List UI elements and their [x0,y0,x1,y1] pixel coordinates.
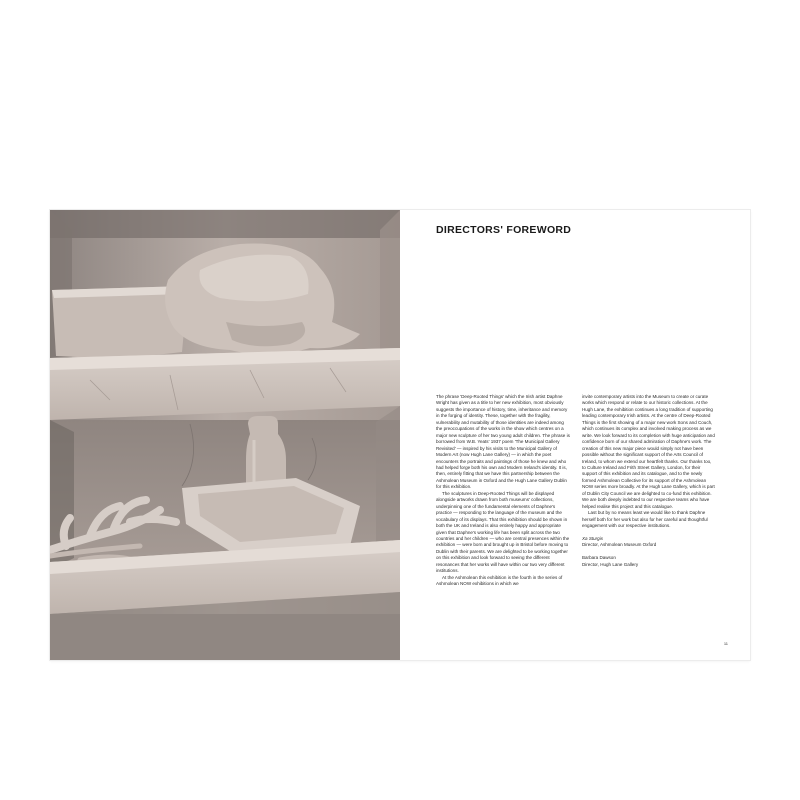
book-spread [50,210,750,660]
photo-illustration [50,210,400,660]
paragraph: Last but by no means least we would like to thank Daphne herself both for her work but also for her careful and thoughtful engagement with our respective institutions. [582,510,708,529]
text-page [400,210,750,660]
paragraph: The sculptures in Deep-Rooted Things will be displayed alongside artworks drawn from both museums' collections, underpinning one of the fundamental elements of Daphne's practice — responding to the language of the museum and the vocabulary of its displays. That this exhibition should be shown in both the UK and Ireland is also entirely happy and appropriate given that Daphne's working life has been split across the two countries and her children — who are central presences within the exhibition — were born and brought up in Bristol before moving to Dublin with their parents. We are delighted to be working together on this exhibition and look forward to seeing the different resonances that her works will have within our two very different institutions. [436,490,570,574]
signature-name: Xa Sturgis [582,535,603,541]
signature-name: Barbara Dawson [582,555,616,561]
sculpture-shelf-photo [50,210,400,660]
page-number: 11 [723,641,728,646]
paragraph: The phrase 'Deep-Rooted Things' which the Irish artist Daphne Wright has given as a title to her new exhibition, most obviously suggests the importance of history, time, inheritance and memory in the forging of identity. These, together with the fragility, vulnerability and mutability of those identities are indeed among the preoccupations of the works in the show which centres on a major new sculpture of her two young adult children. The phrase is borrowed from W.B. Yeats' 1937 poem 'The Municipal Gallery Revisited' — inspired by his visits to the Municipal Gallery of Modern Art (now Hugh Lane Gallery) — in which the poet encounters the portraits and paintings of those he knew and who had helped forge both his own and Modern Ireland's identity. It is, then, entirely fitting that we have this partnership between the Ashmolean Museum in Oxford and the Hugh Lane Gallery Dublin for this exhibition. [436,394,570,490]
page-title: DIRECTORS' FOREWORD [436,224,572,236]
signature-role: Director, Ashmolean Museum Oxford [582,542,657,548]
signature-role: Director, Hugh Lane Gallery [582,561,639,567]
paragraph: invite contemporary artists into the Museum to create or curate works which respond or relate to our historic collections. At the Hugh Lane, the exhibition continues a long tradition of supporting leading contemporary Irish artists. At the centre of Deep-Rooted Things is the first showing of a major new work Sons and Couch, which continues its complex and involved making process as we write. We look forward to its completion with huge anticipation and confidence born of our shared admiration of Daphne's work. The creation of this new major piece would simply not have been possible without the significant support of the Arts Council of Ireland, to whom we extend our heartfelt thanks. Our thanks too, to Culture Ireland and Frith Street Gallery, London, for their support of this exhibition and its catalogue, and to the newly formed Ashmolean Collective for its support of the Ashmolean NOW series more broadly. At the Hugh Lane Gallery, which is part of Dublin City Council we are delighted to co-fund this exhibition. We are both deeply indebted to our respective teams who have helped realise this project and this catalogue. [582,394,715,509]
text-column-left [436,394,570,588]
paragraph: At the Ashmolean this exhibition is the fourth in the series of Ashmolean NOW exhibitions in which we [436,574,563,587]
text-column-right [582,394,716,568]
